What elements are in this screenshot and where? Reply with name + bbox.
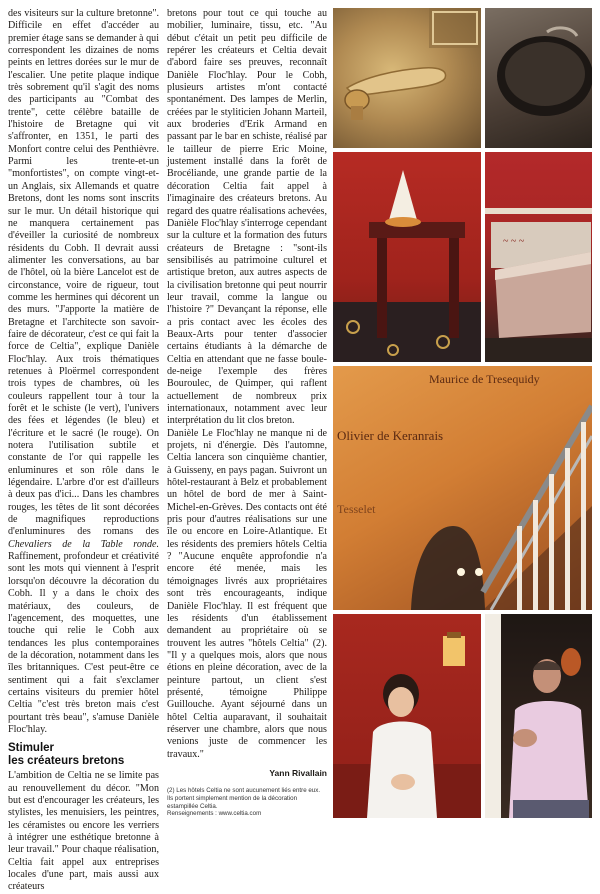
wall-name: Tesselet	[337, 502, 376, 516]
bed-illustration	[485, 152, 592, 362]
footnote	[167, 787, 327, 817]
svg-text:~ ~ ~: ~ ~ ~	[503, 236, 525, 247]
section-heading-line-1: Stimuler	[8, 742, 55, 755]
article-paragraph: L'ambition de Celtia ne se limite pas au renouvellement du décor. "Mon but est d'encourager les créateurs, les stylistes, les menuisiers, les peintres, les céramistes ou encore les verriers à intégrer une esthétique bretonne à leur travail." Pour chaque réalisation, Celtia fait appel aux entreprises locales d'une part, mais aussi aux créateurs	[8, 770, 159, 893]
staircase-illustration	[333, 366, 592, 610]
photo-daniele-flochlay	[333, 614, 481, 818]
section-heading	[8, 742, 159, 768]
woman-illustration	[333, 614, 481, 818]
article-text: des visiteurs sur la culture bretonne". Difficile en effet d'accéder au premier étage sans se demander à qui correspondent les dizaines de noms peints en lettres dorées sur le mur de l'escalier. Une petite plaque indique très sobrement qu'il s'agit des noms des participants au "Combat des trente", cette célèbre bataille de l'histoire de Bretagne qui vit s'affronter, en 1351, le parti des Monfort contre celui des Penthièvre. Parmi les trente-et-un "monfortistes", on compte vingt-et-un Anglais, six Allemands et quatre Bretons, dont les noms sont inscrits sur le mur. Un détail historique qui ne manquera certainement pas d'éveiller la curiosité de nombreux résidents du Cobh. Il devrait aussi alimenter les conversations, au bar de l'hôtel, où la bière Lancelot est de circonstance, voire de rigueur, tout comme les hermines qui décorent un des murs. "J'apporte la matière de Bretagne et l'architecte son savoir-faire de décorateur, c'est ce qui fait la force de Celtia", explique Danièle Floc'hlay. Aux trois thématiques retenues à Ploërmel correspondent trois types de chambres, où les couleurs rappellent tour à tour la forêt et le schiste (le vert), l'univers des fées et légendes (le bleu) et l'écriture et le sacré (le rouge). On notera l'utilisation subtile et constante de l'or qui rappelle les enluminures et son rôle dans le légendaire. L'arbre d'or est d'ailleurs à deux pas d'ici... Dans les chambres rouges, les têtes de lit sont décorées de magnifiques reproductions d'enluminures des romans des	[8, 8, 159, 538]
article-paragraph: bretons pour tout ce qui touche au mobilier, luminaire, tissu, etc. "Au début c'était un petit peu difficile de repérer les créateurs et Celtia devait d'abord faire ses preuves, reconnaît Danièle Floc'hlay. Pour le Cobh, plusieurs artistes m'ont contacté spontanément. Des lampes de Merlin, créées par le styliticien Johann Marteil, aux broderies d'Erik Armand en passant par le bar en schiste, réalisé par le tailleur de pierre Eric Moine, justement installé dans la forêt de Brocéliande, une grande partie de la décoration Celtia fait appel à l'imaginaire des créateurs bretons. Au regard des quatre réalisations achevées, Danièle Floc'hlay s'interroge cependant sur la culture et la formation des futurs créateurs de Bretagne : "sont-ils sensibilisés au patrimoine culturel et artistique breton, aux autres aspects de la civilisation bretonne qui peut nourrir leur travail, comme la langue ou l'histoire ?" Devançant la réponse, elle a pris contact avec les écoles des Beaux-Arts pour tenter d'associer certains étudiants à la démarche de Celtia en attendant que ne fasse boule-de-neige l'exemple des frères Bouroulec, de Quimper, qui raflent actuellement de nombreux prix internationaux, notamment avec leur interprétation du lit clos breton.	[167, 8, 327, 427]
basin-illustration	[485, 8, 592, 148]
lamp-illustration	[333, 152, 481, 362]
article-column-2	[167, 8, 327, 818]
wall-name: Olivier de Keranrais	[337, 428, 444, 443]
article-paragraph: Danièle Le Floc'hlay ne manque ni de projets, ni d'énergie. Dès l'automne, Celtia lancera son cinquième chantier, à Guisseny, en pays pagan. Suivront un hôtel-restaurant à Belz et probablement un hôtel de bord de mer à Saint-Michel-en-Grèves. Des contacts ont été pris pour d'autres réalisations sur une île ou encore en Loire-Atlantique. Et les résidents des premiers hôtels Celtia ? "Aucune enquête approfondie n'a encore été menée, mais les témoignages livrés aux propriétaires sont très encourageants, indique Danièle Floc'hlay. Il est fréquent que les résidents d'un établissement demandent au propriétaire où se trouvent les autres "hôtels Celtia" (2). "Il y a quelques mois, alors que nous étions en pleine décoration, avec de la peinture partout, un client s'est présenté, témoigne Philippe Guillouche. Ayant séjourné dans un hôtel Celtia auparavant, il souhaitait réserver une chambre, alors que nous venions juste de commencer les travaux."	[167, 427, 327, 760]
footnote-text: (2) Les hôtels Celtia ne sont aucunement liés entre eux. Ils portent simplement mention de la décoration estampillée Celtia.	[167, 787, 321, 810]
photo-staircase-names	[333, 366, 592, 610]
article-italic-title: Chevaliers de la Table ronde.	[8, 538, 159, 550]
door-handle-illustration	[333, 8, 481, 148]
photo-bedroom	[485, 152, 592, 362]
wall-name: Maurice de Tresequidy	[429, 372, 540, 386]
photo-door-handle	[333, 8, 481, 148]
author-signature: Yann Rivallain	[269, 767, 327, 778]
man-illustration	[485, 614, 592, 818]
photo-philippe-guillouche	[485, 614, 592, 818]
footnote-contact: Renseignements : www.celtia.com	[167, 810, 262, 818]
article-text: Raffinement, profondeur et créativité sont les mots qui viennent à l'esprit lorsqu'on découvre la décoration du Cobh. Il y a dans le choix des matériaux, des couleurs, de l'agencement, des moquettes, une touche qui relie le Cobh aux tendances les plus contemporaines de la décoration, notamment dans les îles britanniques. C'est peut-être ce sentiment qui a fait s'exclamer certains visiteurs du premier hôtel Celtia "c'est très breton mais c'est pourtant très beau", s'amuse Danièle Floc'hlay.	[8, 551, 159, 735]
photo-slate-basin	[485, 8, 592, 148]
article-column-1	[8, 8, 159, 894]
article-paragraph	[8, 8, 159, 736]
photo-merlin-lamp	[333, 152, 481, 362]
section-heading-line-2: les créateurs bretons	[8, 755, 125, 768]
